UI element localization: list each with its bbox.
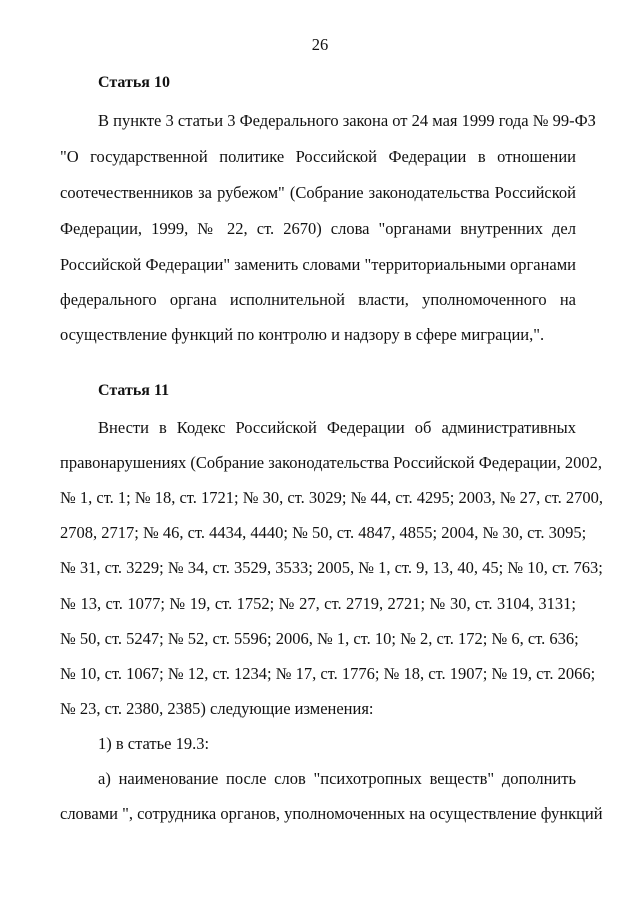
page-number: 26: [311, 35, 329, 54]
article-11-line: № 50, ст. 5247; № 52, ст. 5596; 2006, № 1, ст. 10; № 2, ст. 172; № 6, ст. 636;: [60, 629, 579, 648]
article-11-line: № 13, ст. 1077; № 19, ст. 1752; № 27, ст. 2719, 2721; № 30, ст. 3104, 3131;: [60, 594, 576, 613]
article-11-line: правонарушениях (Собрание законодательства Российской Федерации, 2002,: [60, 453, 603, 472]
article-10-line: Федерации, 1999, № 22, ст. 2670) слова "органами внутренних дел: [60, 219, 576, 238]
article-11-line: № 1, ст. 1; № 18, ст. 1721; № 30, ст. 3029; № 44, ст. 4295; 2003, № 27, ст. 2700,: [60, 488, 604, 507]
article-10-line: В пункте 3 статьи 3 Федерального закона от 24 мая 1999 года № 99-ФЗ: [98, 111, 596, 130]
article-11-line: № 31, ст. 3229; № 34, ст. 3529, 3533; 2005, № 1, ст. 9, 13, 40, 45; № 10, ст. 763;: [60, 558, 603, 577]
article-10-line: осуществление функций по контролю и надзору в сфере миграции,".: [60, 325, 545, 344]
article-11-line: 1) в статье 19.3:: [98, 734, 210, 753]
article-10-line: федерального органа исполнительной власти, уполномоченного на: [60, 290, 576, 309]
article-10-line: "О государственной политике Российской Федерации в отношении: [60, 147, 576, 166]
article-10-heading: Статья 10: [98, 74, 170, 91]
article-11-line: № 23, ст. 2380, 2385) следующие изменения:: [60, 699, 374, 718]
article-10-line: соотечественников за рубежом" (Собрание законодательства Российской: [60, 183, 576, 202]
article-11-heading: Статья 11: [98, 382, 170, 399]
article-11-line: № 10, ст. 1067; № 12, ст. 1234; № 17, ст. 1776; № 18, ст. 1907; № 19, ст. 2066;: [60, 664, 596, 683]
article-11-line: Внести в Кодекс Российской Федерации об административных: [98, 418, 576, 437]
article-11-line: словами ", сотрудника органов, уполномоченных на осуществление функций: [60, 804, 603, 823]
article-11-line: 2708, 2717; № 46, ст. 4434, 4440; № 50, ст. 4847, 4855; 2004, № 30, ст. 3095;: [60, 523, 587, 542]
article-11-line: а) наименование после слов "психотропных веществ" дополнить: [98, 769, 576, 788]
article-10-line: Российской Федерации" заменить словами "территориальными органами: [60, 255, 576, 274]
